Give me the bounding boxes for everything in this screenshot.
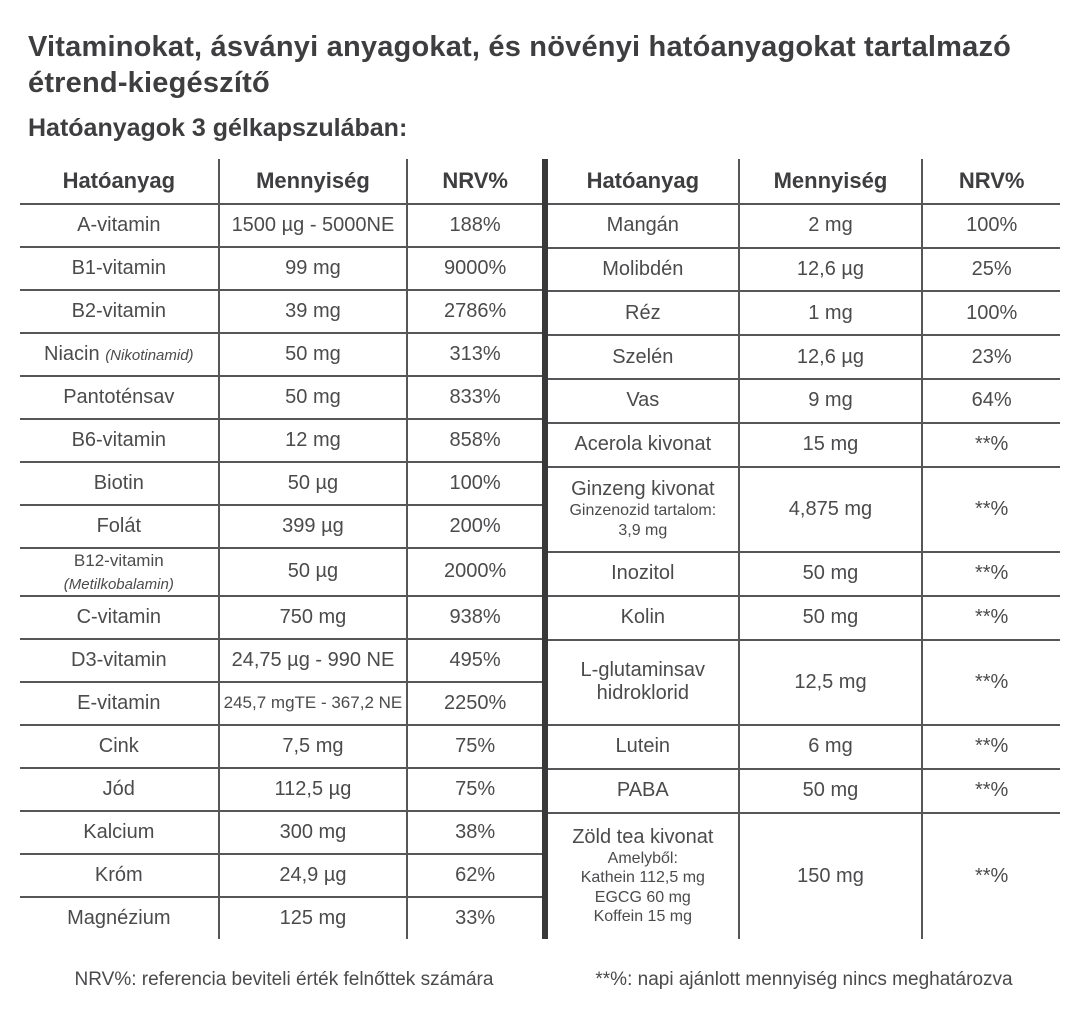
table-row (548, 725, 1060, 769)
ingredient-name-cell (20, 333, 219, 376)
ingredient-name: Folát (96, 514, 142, 537)
ingredient-name: Kolin (620, 606, 666, 629)
quantity-cell: 2 mg (739, 204, 923, 248)
table-row (20, 768, 542, 811)
ingredient-name: Pantoténsav (63, 385, 175, 408)
nrv-cell: 833% (407, 376, 542, 419)
quantity-cell: 50 mg (219, 333, 408, 376)
ingredient-name: Zöld tea kivonat (572, 825, 714, 848)
ingredient-name-note: (Nikotinamid) (105, 346, 194, 364)
ingredient-name-cell (548, 248, 739, 292)
ingredient-name-cell (548, 725, 739, 769)
ingredients-table-left (20, 159, 542, 939)
column-header-quantity: Mennyiség (739, 159, 923, 204)
table-row (20, 897, 542, 939)
nrv-cell: **% (922, 552, 1060, 596)
ingredient-name-note: (Metilkobalamin) (63, 575, 174, 593)
ingredient-sub-note: Ginzenozid tartalom: (569, 502, 717, 520)
table-row (20, 333, 542, 376)
ingredient-name-cell (20, 290, 219, 333)
ingredient-name: Jód (102, 777, 135, 800)
nrv-cell: 64% (922, 379, 1060, 423)
nrv-cell: 100% (922, 291, 1060, 335)
ingredient-name-cell (20, 596, 219, 639)
table-row (20, 682, 542, 725)
quantity-cell: 12 mg (219, 419, 408, 462)
ingredient-name: B6-vitamin (71, 428, 167, 451)
nrv-cell: 2000% (407, 548, 542, 596)
ingredients-table-right (548, 159, 1060, 939)
table-row (20, 854, 542, 897)
quantity-cell: 50 mg (739, 552, 923, 596)
quantity-cell: 15 mg (739, 423, 923, 467)
supplement-label-page (0, 30, 1080, 1026)
ingredient-name-cell (20, 548, 219, 596)
quantity-cell: 9 mg (739, 379, 923, 423)
table-row (20, 596, 542, 639)
nrv-cell: 858% (407, 419, 542, 462)
quantity-cell: 399 µg (219, 505, 408, 548)
quantity-cell: 50 µg (219, 462, 408, 505)
nrv-cell: 100% (922, 204, 1060, 248)
page-subtitle: Hatóanyagok 3 gélkapszulában: (28, 113, 408, 142)
quantity-cell: 4,875 mg (739, 467, 923, 553)
page-title: Vitaminokat, ásványi anyagokat, és növényi hatóanyagokat tartalmazó étrend-kiegészítő (28, 31, 1012, 99)
quantity-cell: 150 mg (739, 813, 923, 939)
table-row (548, 813, 1060, 939)
nrv-cell: 38% (407, 811, 542, 854)
nrv-cell: **% (922, 769, 1060, 813)
ingredient-name: L-glutaminsav hidroklorid (580, 659, 706, 705)
nrv-cell: **% (922, 813, 1060, 939)
nrv-cell: 938% (407, 596, 542, 639)
ingredient-name: E-vitamin (77, 691, 161, 714)
quantity-cell: 12,5 mg (739, 640, 923, 726)
nrv-cell: 495% (407, 639, 542, 682)
quantity-cell: 245,7 mgTE - 367,2 NE (219, 682, 408, 725)
ingredient-name: Szelén (612, 345, 674, 368)
ingredient-name-cell (20, 419, 219, 462)
nrv-cell: **% (922, 596, 1060, 640)
table-row (20, 419, 542, 462)
table-header-row (20, 159, 542, 204)
table-row (548, 204, 1060, 248)
ingredient-sub-note: EGCG 60 mg (594, 888, 691, 906)
ingredient-name-cell (548, 467, 739, 553)
ingredient-sub-note: Amelyből: (607, 849, 678, 867)
ingredient-name: Ginzeng kivonat (571, 478, 715, 501)
ingredient-tables (20, 159, 1060, 939)
nrv-cell: 75% (407, 725, 542, 768)
ingredient-name: Magnézium (67, 906, 171, 929)
table-row (548, 769, 1060, 813)
nrv-cell: **% (922, 640, 1060, 726)
ingredient-sub-note: Kathein 112,5 mg (580, 869, 705, 887)
table-row (20, 376, 542, 419)
footnote-asterisk: **%: napi ajánlott mennyiség nincs meghatározva (595, 968, 1013, 990)
nrv-cell: 23% (922, 335, 1060, 379)
ingredient-name-cell (20, 247, 219, 290)
nrv-cell: 313% (407, 333, 542, 376)
table-row (548, 596, 1060, 640)
table-row (548, 248, 1060, 292)
quantity-cell: 7,5 mg (219, 725, 408, 768)
nrv-cell: 2786% (407, 290, 542, 333)
ingredient-name: Vas (626, 389, 660, 412)
ingredient-name-cell (20, 376, 219, 419)
table-row (20, 548, 542, 596)
table-row (20, 811, 542, 854)
footnotes (20, 969, 1060, 991)
quantity-cell: 99 mg (219, 247, 408, 290)
ingredient-name-cell (20, 204, 219, 247)
quantity-cell: 6 mg (739, 725, 923, 769)
table-row (20, 639, 542, 682)
ingredient-name-cell (548, 813, 739, 939)
table-row (20, 247, 542, 290)
quantity-cell: 50 mg (739, 769, 923, 813)
quantity-cell: 39 mg (219, 290, 408, 333)
column-header-ingredient: Hatóanyag (548, 159, 739, 204)
ingredient-name: Niacin (44, 342, 100, 365)
quantity-cell: 24,9 µg (219, 854, 408, 897)
ingredient-name: B2-vitamin (71, 299, 167, 322)
nrv-cell: 188% (407, 204, 542, 247)
quantity-cell: 300 mg (219, 811, 408, 854)
ingredient-name: Lutein (615, 735, 671, 758)
quantity-cell: 1 mg (739, 291, 923, 335)
table-row (548, 291, 1060, 335)
ingredient-name-cell (548, 379, 739, 423)
column-header-nrv: NRV% (922, 159, 1060, 204)
quantity-cell: 750 mg (219, 596, 408, 639)
footnote-nrv: NRV%: referencia beviteli érték felnőttek számára (74, 968, 494, 990)
table-row (548, 335, 1060, 379)
ingredient-name-cell (548, 204, 739, 248)
table-row (548, 423, 1060, 467)
table-row (548, 467, 1060, 553)
quantity-cell: 50 µg (219, 548, 408, 596)
ingredient-name: C-vitamin (76, 605, 162, 628)
column-header-nrv: NRV% (407, 159, 542, 204)
ingredient-name: Kalcium (83, 820, 155, 843)
nrv-cell: 25% (922, 248, 1060, 292)
quantity-cell: 50 mg (219, 376, 408, 419)
ingredient-name-cell (20, 682, 219, 725)
table-row (548, 640, 1060, 726)
table-header-row (548, 159, 1060, 204)
ingredient-name-cell (548, 552, 739, 596)
ingredient-name: A-vitamin (77, 213, 161, 236)
table-row (20, 462, 542, 505)
ingredient-name: Réz (625, 301, 661, 324)
quantity-cell: 12,6 µg (739, 335, 923, 379)
ingredient-name-cell (548, 423, 739, 467)
ingredient-name: Biotin (93, 471, 144, 494)
table-row (20, 290, 542, 333)
nrv-cell: 100% (407, 462, 542, 505)
quantity-cell: 24,75 µg - 990 NE (219, 639, 408, 682)
ingredient-name-cell (20, 725, 219, 768)
nrv-cell: **% (922, 423, 1060, 467)
ingredient-name: B12-vitamin (73, 550, 164, 570)
ingredient-name: D3-vitamin (71, 648, 167, 671)
ingredient-name-cell (548, 596, 739, 640)
ingredient-name: Molibdén (602, 258, 684, 281)
column-header-quantity: Mennyiség (219, 159, 408, 204)
ingredient-name-cell (548, 640, 739, 726)
ingredient-sub-note: 3,9 mg (618, 521, 668, 539)
quantity-cell: 50 mg (739, 596, 923, 640)
ingredient-name-cell (20, 462, 219, 505)
ingredient-name: Acerola kivonat (574, 433, 712, 456)
ingredient-name-cell (20, 811, 219, 854)
quantity-cell: 12,6 µg (739, 248, 923, 292)
quantity-cell: 1500 µg - 5000NE (219, 204, 408, 247)
table-row (20, 725, 542, 768)
nrv-cell: 200% (407, 505, 542, 548)
nrv-cell: 75% (407, 768, 542, 811)
ingredient-name-cell (20, 505, 219, 548)
nrv-cell: 9000% (407, 247, 542, 290)
ingredient-name: Mangán (606, 214, 679, 237)
ingredient-name: B1-vitamin (71, 256, 167, 279)
ingredient-name-cell (548, 769, 739, 813)
column-header-ingredient: Hatóanyag (20, 159, 219, 204)
quantity-cell: 112,5 µg (219, 768, 408, 811)
ingredient-name: Inozitol (611, 562, 675, 585)
quantity-cell: 125 mg (219, 897, 408, 939)
table-row (20, 204, 542, 247)
ingredient-name: PABA (616, 779, 669, 802)
table-row (548, 552, 1060, 596)
ingredient-sub-note: Koffein 15 mg (593, 908, 693, 926)
ingredient-name: Króm (94, 863, 143, 886)
nrv-cell: **% (922, 467, 1060, 553)
ingredient-name-cell (20, 639, 219, 682)
table-row (20, 505, 542, 548)
table-row (548, 379, 1060, 423)
ingredient-name-cell (20, 854, 219, 897)
ingredient-name: Cink (98, 734, 139, 757)
nrv-cell: 62% (407, 854, 542, 897)
ingredient-name-cell (20, 768, 219, 811)
ingredient-name-cell (548, 335, 739, 379)
nrv-cell: **% (922, 725, 1060, 769)
ingredient-name-cell (548, 291, 739, 335)
ingredient-name-cell (20, 897, 219, 939)
nrv-cell: 33% (407, 897, 542, 939)
nrv-cell: 2250% (407, 682, 542, 725)
